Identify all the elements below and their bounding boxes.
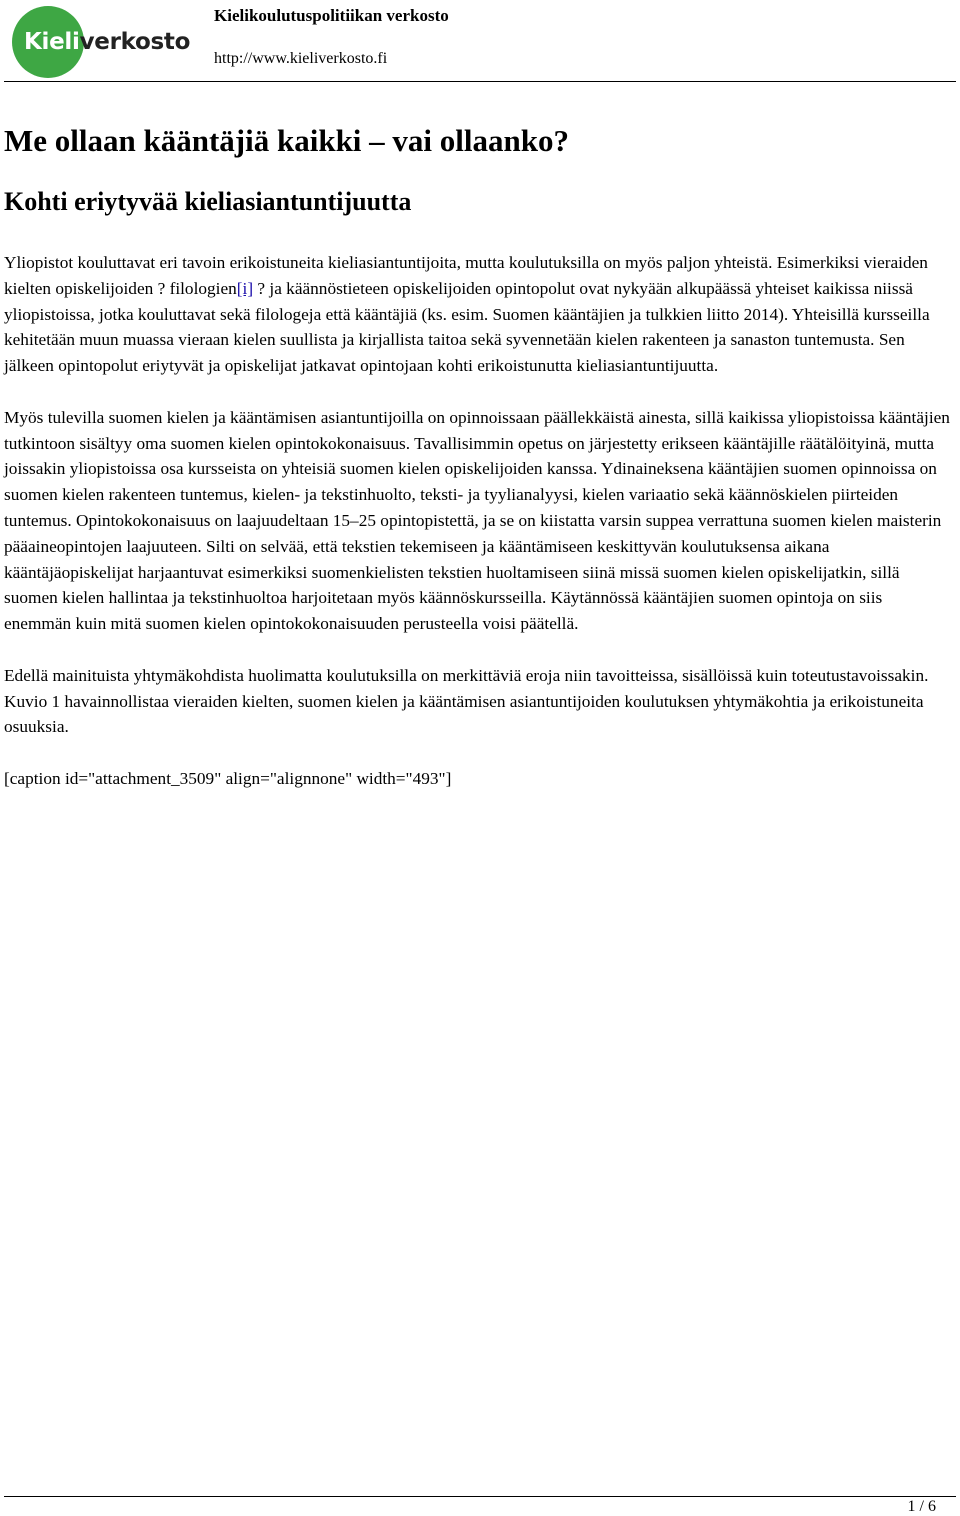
article-body <box>4 118 952 792</box>
paragraph-1 <box>4 250 952 379</box>
header-divider <box>4 81 956 82</box>
article-title: Me ollaan kääntäjiä kaikki – vai ollaanko? <box>4 123 569 158</box>
logo-part-verkosto: verkosto <box>79 29 191 55</box>
page-number: 1 / 6 <box>907 1498 936 1515</box>
paragraph-1-text-a: Yliopistot kouluttavat eri tavoin erikoistuneita kieliasiantuntijoita, mutta koulutuksilla on myös paljon yhteistä. Esimerkiksi vieraiden kielten opiskelijoiden ? filologien <box>4 253 928 298</box>
site-url: http://www.kieliverkosto.fi <box>214 50 388 67</box>
caption-shortcode: [caption id="attachment_3509" align="alignnone" width="493"] <box>4 768 452 788</box>
logo-part-kieli: Kieli <box>24 29 80 55</box>
footnote-link-i[interactable]: [i] <box>236 278 254 298</box>
logo-wordmark <box>24 24 190 60</box>
article-subtitle: Kohti eriytyvää kieliasiantuntijuutta <box>4 187 412 216</box>
site-title: Kielikoulutuspolitiikan verkosto <box>214 6 449 25</box>
footer-divider <box>4 1496 956 1497</box>
paragraph-1-text-b: ? ja käännöstieteen opiskelijoiden opintopolut ovat nykyään alkupäässä yhteiset kaikissa niissä yliopistoissa, jotka kouluttavat sekä filologeja että kääntäjiä (ks. esim. Suomen kääntäjien ja tulkkien liitto 2014). Yhteisillä kursseilla kehitetään muun muassa vieraan kielen suullista ja kirjallista taitoa sekä syvennetään kielen rakenteen ja sanaston tuntemusta. Sen jälkeen opintopolut eriytyvät ja opiskelijat jatkavat opintojaan kohti erikoistunutta kieliasiantuntijuutta. <box>4 278 930 376</box>
page-header <box>0 0 960 84</box>
paragraph-2: Myös tulevilla suomen kielen ja kääntämisen asiantuntijoilla on opinnoissaan päällekkäistä ainesta, sillä kaikissa yliopistoissa kääntäjien tutkintoon sisältyy oma suomen kielen opintokokonaisuus. Tavallisimmin opetus on järjestetty erikseen kääntäjille räätälöityinä, mutta joissakin yliopistoissa osa kursseista on yhteisiä suomen kielen opiskelijoiden kanssa. Ydinaineksena kääntäjien suomen opinnoissa on suomen kielen rakenteen tuntemus, kielen- ja tekstinhuolto, teksti- ja tyylianalyysi, kielen variaatio sekä käännöskielen piirteiden tuntemus. Opintokokonaisuus on laajuudeltaan 15–25 opintopistettä, ja se on kiistatta varsin suppea verrattuna suomen kielen maisterin pääaineopintojen laajuuteen. Silti on selvää, että tekstien tekemiseen ja kääntämiseen keskittyvän koulutuksensa aikana kääntäjäopiskelijat harjaantuvat esimerkiksi suomenkielisten tekstien huoltamiseen siinä missä suomen kielen opiskelijatkin, sillä suomen kielen hallintaa ja tekstinhuoltoa harjoitetaan myös käännöskursseilla. Käytännössä kääntäjien suomen opintoja on siis enemmän kuin mitä suomen kielen opintokokonaisuuden perusteella voisi päätellä. <box>4 407 950 634</box>
kieliverkosto-logo[interactable] <box>10 6 196 78</box>
paragraph-3: Edellä mainituista yhtymäkohdista huolimatta koulutuksilla on merkittäviä eroja niin tavoitteissa, sisällöissä kuin toteutustavoissakin. Kuvio 1 havainnollistaa vieraiden kielten, suomen kielen ja kääntämisen asiantuntijoiden koulutuksen yhtymäkohtia ja erikoistuneita osuuksia. <box>4 665 929 737</box>
